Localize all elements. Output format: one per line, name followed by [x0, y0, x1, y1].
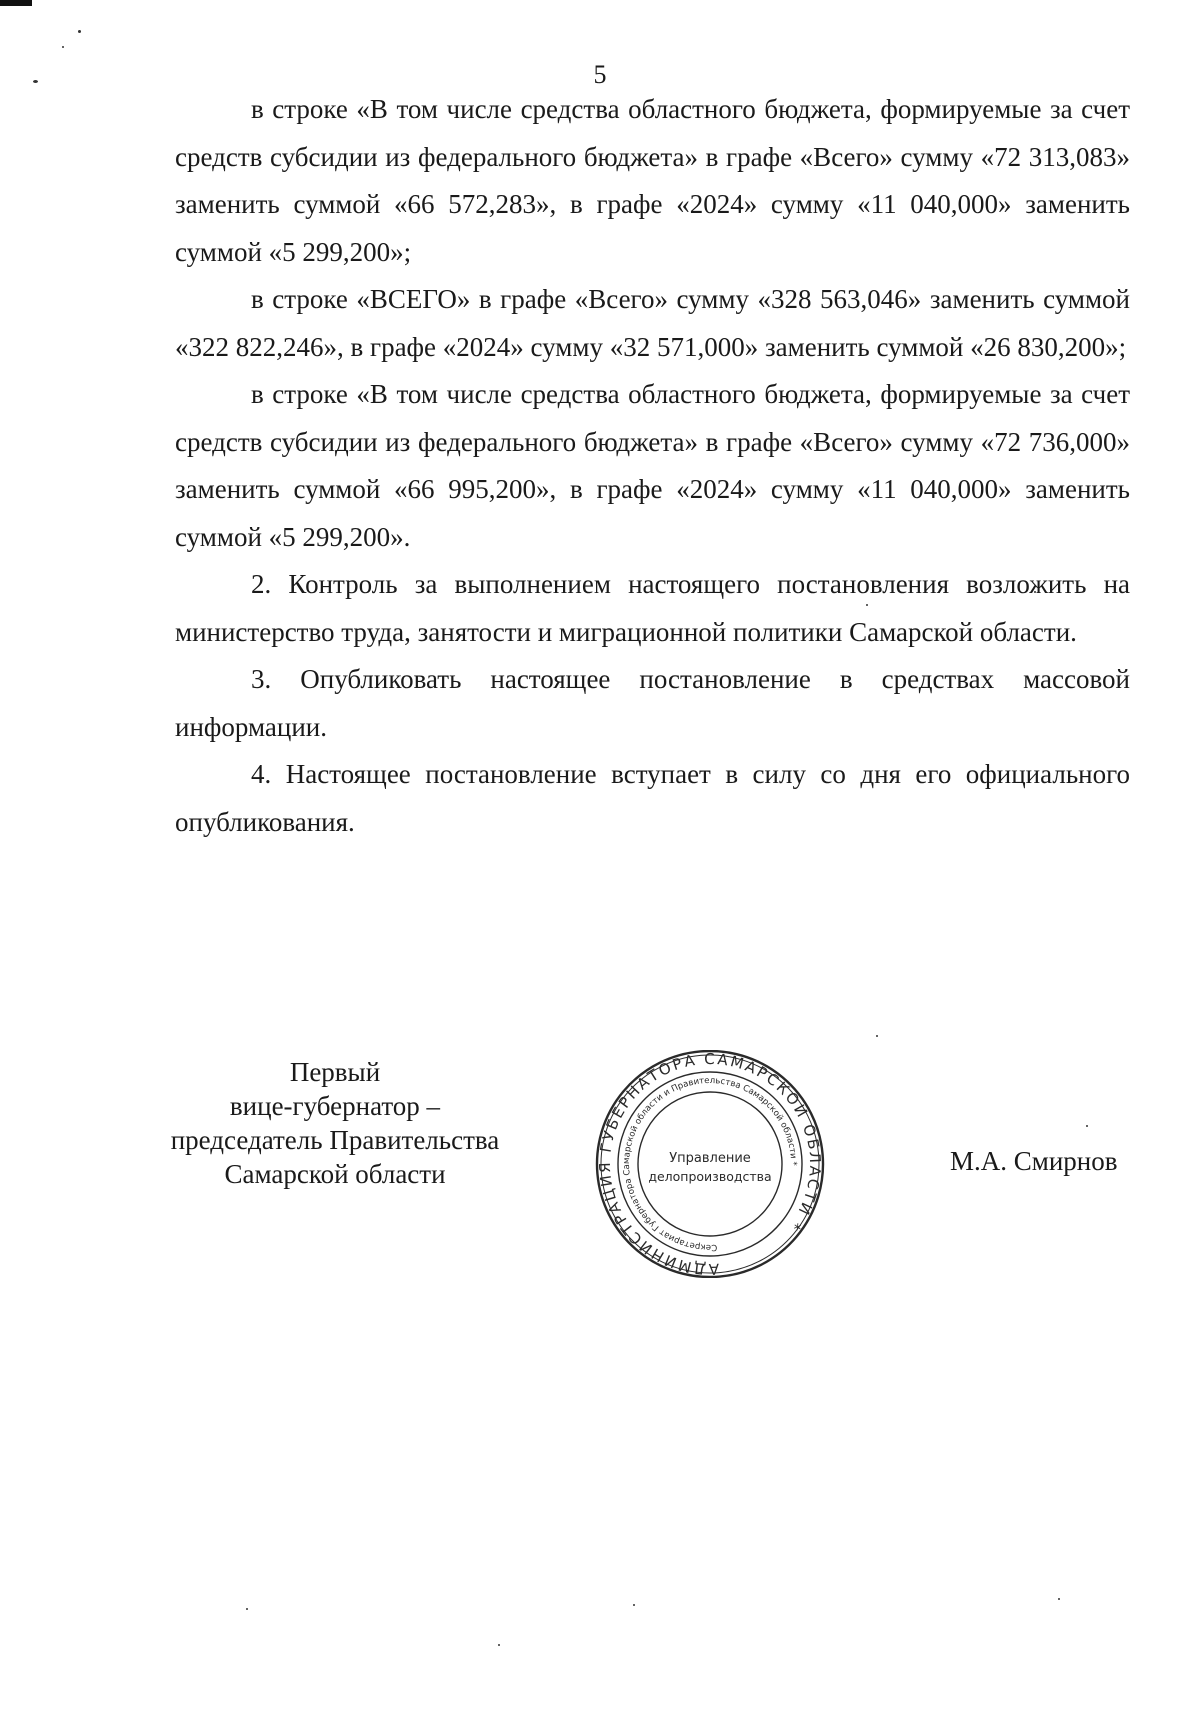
scan-speck [498, 1644, 500, 1646]
scan-speck [1058, 1598, 1060, 1600]
paragraph-effective-clause: 4. Настоящее постановление вступает в силу со дня его официального опубликования. [175, 759, 1130, 837]
scan-speck [1086, 1125, 1088, 1127]
scan-speck [633, 1604, 635, 1606]
paragraph-amendment-2: в строке «ВСЕГО» в графе «Всего» сумму «328 563,046» заменить суммой «322 822,246», в графе «2024» сумму «32 571,000» заменить суммой «26 830,200»; [175, 284, 1130, 362]
paragraph-amendment-1: в строке «В том числе средства областного бюджета, формируемые за счет средств субсидии из федерального бюджета» в графе «Всего» сумму «72 313,083» заменить суммой «66 572,283», в графе «2024» сумму «11 040,000» заменить суммой «5 299,200»; [175, 94, 1130, 267]
paragraph-publication-clause: 3. Опубликовать настоящее постановление в средствах массовой информации. [175, 664, 1130, 742]
scan-speck [78, 30, 81, 33]
signatory-title-line: председатель Правительства [170, 1125, 500, 1155]
scan-speck [62, 46, 64, 48]
seal-outer-text: АДМИНИСТРАЦИЯ ГУБЕРНАТОРА САМАРСКОЙ ОБЛАСТИ * [595, 1050, 825, 1278]
scan-speck [876, 1035, 878, 1037]
signatory-title-line: Самарской области [224, 1159, 446, 1189]
paragraph-control-clause: 2. Контроль за выполнением настоящего постановления возложить на министерство труда, занятости и миграционной политики Самарской области. [175, 569, 1130, 647]
scan-corner-mark [0, 0, 32, 6]
scan-speck [246, 1608, 248, 1610]
signatory-title [150, 1055, 520, 1191]
document-body [175, 86, 1130, 846]
official-seal [590, 1050, 830, 1278]
signatory-title-line: Первый [289, 1057, 381, 1087]
seal-inner-text: Секретариат Губернатора Самарской области и Правительства Самарской области * [621, 1075, 799, 1253]
paragraph-amendment-3: в строке «В том числе средства областного бюджета, формируемые за счет средств субсидии из федерального бюджета» в графе «Всего» сумму «72 736,000» заменить суммой «66 995,200», в графе «2024» сумму «11 040,000» заменить суммой «5 299,200». [175, 379, 1130, 552]
seal-center-line: делопроизводства [648, 1169, 772, 1184]
page-number: 5 [593, 60, 607, 89]
signatory-title-line: вице-губернатор – [229, 1091, 441, 1121]
seal-center-line: Управление [669, 1151, 751, 1166]
signatory-name: М.А. Смирнов [950, 1146, 1118, 1176]
